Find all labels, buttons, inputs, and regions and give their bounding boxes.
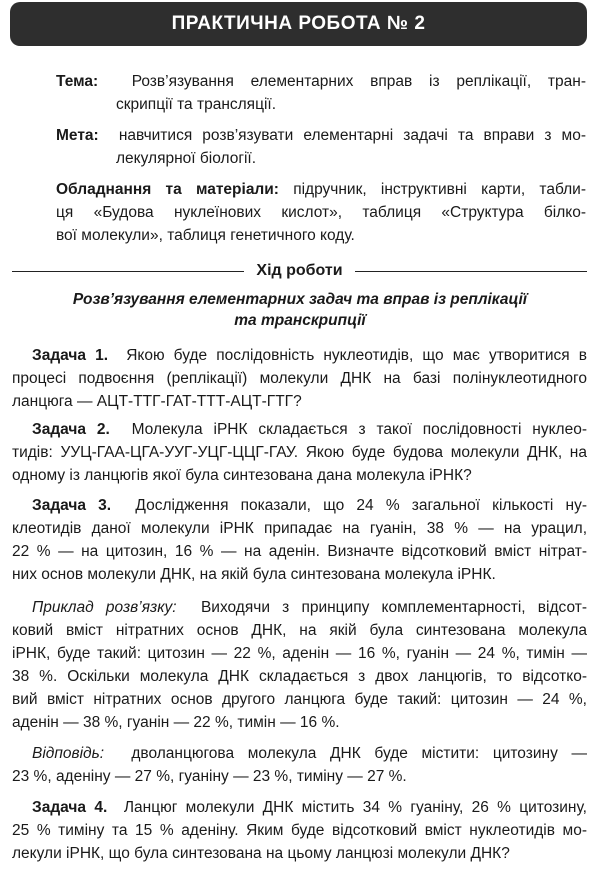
example-line-3: іРНК, буде такий: цитозин — 22 %, аденін — 16 %, гуанін — 24 %, тимін — xyxy=(12,645,587,662)
task-1-line-1: Якою буде послідовність нуклеотидів, що має утворитися в xyxy=(126,347,587,364)
equipment-line-2: ця «Будова нуклеїнових кислот», таблиця «Структура білко- xyxy=(56,204,586,221)
example-solution xyxy=(12,596,587,734)
task-2 xyxy=(12,418,587,487)
topic-label: Тема: xyxy=(56,73,99,90)
task-3 xyxy=(12,494,587,586)
task-3-label: Задача 3. xyxy=(32,497,112,514)
task-1-line-2: процесі подвоєння (реплікації) молекули ДНК на базі полінуклеотидного xyxy=(12,370,587,387)
task-2-line-1: Молекула іРНК складається з такої послідовності нуклео- xyxy=(131,421,587,438)
goal-label: Мета: xyxy=(56,127,99,144)
equipment-block xyxy=(56,178,586,247)
example-line-4: 38 %. Оскільки молекула ДНК складається з двох ланцюгів, то відсотко- xyxy=(12,668,587,685)
answer-label: Відповідь: xyxy=(32,745,105,762)
goal-line-2: лекулярної біології. xyxy=(116,150,257,167)
answer xyxy=(12,742,587,788)
section-subtitle-line-1: Розв’язування елементарних задач та вправ із реплікації xyxy=(72,291,528,308)
goal-line-1: навчитися розв’язувати елементарні задачі та вправи з мо- xyxy=(118,127,586,144)
example-line-1: Виходячи з принципу комплементарності, відсот- xyxy=(200,599,587,616)
task-3-line-3: 22 % — на цитозин, 16 % — на аденін. Визначте відсотковий вміст нітрат- xyxy=(12,543,587,560)
task-4-line-2: 25 % тиміну та 15 % аденіну. Яким буде відсотковий вміст нуклеотидів мо- xyxy=(12,822,587,839)
topic-line-1: Розв’язування елементарних вправ із реплікації, тран- xyxy=(131,73,586,90)
task-4-label: Задача 4. xyxy=(32,799,108,816)
section-title: Хід роботи xyxy=(256,262,343,279)
header-banner xyxy=(10,2,587,46)
task-4-line-3: лекули іРНК, що була синтезована на цьому ланцюзі молекули ДНК? xyxy=(12,845,510,862)
task-3-line-4: них основ молекули ДНК, на якій була синтезована молекула іРНК. xyxy=(12,566,496,583)
topic-line-2: скрипції та трансляції. xyxy=(116,96,277,113)
equipment-line-3: вої молекули», таблиця генетичного коду. xyxy=(56,227,355,244)
answer-line-1: дволанцюгова молекула ДНК буде містити: цитозину — xyxy=(131,745,587,762)
task-4-line-1: Ланцюг молекули ДНК містить 34 % гуаніну, 26 % цитозину, xyxy=(123,799,587,816)
answer-line-2: 23 %, аденіну — 27 %, гуаніну — 23 %, тиміну — 27 %. xyxy=(12,768,407,785)
task-3-line-1: Дослідження показали, що 24 % загальної кількості ну- xyxy=(135,497,587,514)
example-line-5: вий вміст нітратних основ другого ланцюга буде такий: цитозин — 24 %, xyxy=(12,691,587,708)
task-1-line-3: ланцюга — АЦТ-ТТГ-ГАТ-ТТТ-АЦТ-ГТГ? xyxy=(12,393,302,410)
section-subtitle-line-2: та транскрипції xyxy=(234,312,366,329)
task-2-label: Задача 2. xyxy=(32,421,110,438)
divider-line-left xyxy=(12,271,244,272)
task-1 xyxy=(12,344,587,413)
page-title: ПРАКТИЧНА РОБОТА № 2 xyxy=(171,13,426,34)
goal-block xyxy=(56,124,586,170)
task-2-line-3: одному із ланцюгів якої була синтезована дана молекула іРНК? xyxy=(12,467,472,484)
divider-line-right xyxy=(355,271,587,272)
example-label: Приклад розв’язку: xyxy=(32,599,177,616)
equipment-label: Обладнання та матеріали: xyxy=(56,181,279,198)
topic-block xyxy=(56,70,586,116)
equipment-line-1: підручник, інструктивні карти, табли- xyxy=(293,181,586,198)
section-subtitle xyxy=(20,289,580,331)
task-2-line-2: тидів: УУЦ-ГАА-ЦГА-УУГ-УЦГ-ЦЦГ-ГАУ. Якою буде будова молекули ДНК, на xyxy=(12,444,587,461)
example-line-2: ковий вміст нітратних основ ДНК, на якій була синтезована молекула xyxy=(12,622,587,639)
section-divider xyxy=(12,260,587,282)
task-1-label: Задача 1. xyxy=(32,347,109,364)
example-line-6: аденін — 38 %, гуанін — 22 %, тимін — 16 %. xyxy=(12,714,340,731)
task-3-line-2: клеотидів даної молекули іРНК припадає на гуанін, 38 % — на урацил, xyxy=(12,520,587,537)
task-4 xyxy=(12,796,587,865)
